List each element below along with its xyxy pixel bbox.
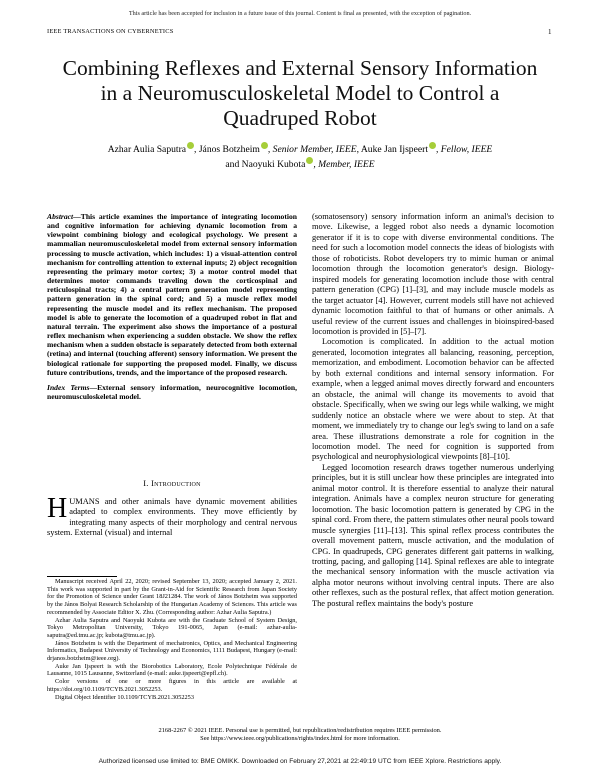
intro-paragraph xyxy=(47,493,297,539)
footnote-color: Color versions of one or more figures in this article are available at https://doi.org/10.1109/TCYB.2021.3052253. xyxy=(47,678,297,693)
copyright-line: 2168-2267 © 2021 IEEE. Personal use is permitted, but republication/redistribution requires IEEE permission. xyxy=(158,727,442,734)
running-head: IEEE TRANSACTIONS ON CYBERNETICS xyxy=(47,28,174,35)
footnote-doi: Digital Object Identifier 10.1109/TCYB.2021.3052253 xyxy=(55,693,194,701)
section-title: Introduction xyxy=(151,479,201,488)
license-note: Authorized licensed use limited to: BME OMIKK. Downloaded on February 27,2021 at 22:49:19 UTC from IEEE Xplore. Restrictions apply. xyxy=(98,758,502,765)
author-role: , Fellow, IEEE xyxy=(435,144,493,155)
intro-smallcaps: UMANS xyxy=(69,497,100,506)
section-heading xyxy=(47,479,297,488)
left-column-top xyxy=(47,212,297,401)
abstract-label: Abstract xyxy=(47,212,74,221)
intro-text: and other animals have dynamic movement abilities adapted to complex environments. They move efficiently by integrating many aspects of their morphology and central nervous system. External (visual) and internal xyxy=(47,497,297,538)
right-column xyxy=(312,212,554,609)
orcid-icon[interactable] xyxy=(261,142,268,149)
author-role: , Member, IEEE xyxy=(313,159,375,170)
body-paragraph: (somatosensory) sensory information inform an animal's decision to move. Likewise, a legged robot also needs a dynamic locomotion generator if it is to cope with diverse environmental conditions. The need for such a locomotion model connects the ideas of biologists with those of roboticists. Robot developers try to mimic human or animal locomotion through the locomotion generator's design. Biology-inspired models for generating locomotion include those with central pattern generation (CPG) [1]–[3], and may include muscle models as the target actuator [4]. However, current models still have not achieved dynamic locomotion faithful to that of humans or other animals. A useful review of the current issues and challenges in bioinspired-based locomotion is provided in [5]–[7]. xyxy=(312,212,554,336)
body-paragraph: Legged locomotion research draws together numerous underlying principles, but it is still unclear how these principles are integrated into animal motor control. It is therefore essential to analyze their natural integration. Animals have a complex neuron structure for generating locomotion. The basic locomotion pattern is generated by CPG in the spinal cord. From there, the pattern stimulates other neural pools toward muscle synergies [11]–[13]. This spinal reflex process contributes the overall movement pattern, muscle activation, and the modulation of CPG. In quadrupeds, CPG generates different gait patterns in walking, trotting, pacing, and galloping [14]. Spinal reflexes are able to integrate the mechanical sensory information with the muscle activation via alpha motor neurons without involving central inputs. There are also other reflexes, such as the postural reflex, that affect motion generation. The postural reflex maintains the body's posture xyxy=(312,462,554,608)
author-name: , Auke Jan Ijspeert xyxy=(356,144,428,155)
abstract-text: —This article examines the importance of integrating locomotion and cognitive information for achieving dynamic locomotion from a viewpoint combining biology and ecological psychology. We present a mammalian neuromusculoskeletal model from external sensory information processing to muscle activation, which includes: 1) a visual-attention control mechanism for controlling attention to external inputs; 2) object recognition representing the primary motor cortex; 3) a motor control model that determines motor commands traveling down the corticospinal and reticulospinal tracts; 4) a central pattern generation model representing pattern generation in the spinal cord; and 5) a muscle reflex model representing the muscle model and its reflex mechanism. The proposed model is able to generate the locomotion of a quadruped robot in flat and natural terrain. The experiment also shows the importance of a postural reflex mechanism when experiencing a sudden obstacle. We show the reflex mechanism when a sudden obstacle is separately detected from both external (retina) and internal (touching afferent) sensory information. We present the biological rationale for supporting the proposed model. Finally, we discuss future contributions, trends, and the importance of the proposed research. xyxy=(47,212,297,377)
author-name: Azhar Aulia Saputra xyxy=(107,144,187,155)
orcid-icon[interactable] xyxy=(429,142,436,149)
copyright-link-line[interactable]: See https://www.ieee.org/publications/rights/index.html for more information. xyxy=(200,735,400,742)
footnote-affiliation: Auke Jan Ijspeert is with the Biorobotics Laboratory, Ecole Polytechnique Fédérale de Lausanne, 1015 Lausanne, Switzerland (e-mail: auke.ijspeert@epfl.ch). xyxy=(47,662,297,678)
abstract xyxy=(47,212,297,377)
acceptance-note: This article has been accepted for inclusion in a future issue of this journal. Content is final as presented, with the exception of pagination. xyxy=(128,10,472,17)
section-number: I. xyxy=(143,479,149,488)
author-role: , Senior Member, IEEE xyxy=(267,144,357,155)
footnote-manuscript: Manuscript received April 22, 2020; revised September 13, 2020; accepted January 2, 2021. This work was supported in part by the Grant-in-Aid for Scientific Research from Japan Society for the Promotion of Science under Grant 18J21284. The work of János Botzheim was supported by the János Bolyai Research Scholarship of the Hungarian Academy of Sciences. This article was recommended by Associate Editor X. Zhu. (Corresponding author: Azhar Aulia Saputra.) xyxy=(47,578,297,616)
body-paragraph: Locomotion is complicated. In addition to the actual motion generated, locomotion integrates all balancing, reasoning, perception, memorization, and embodiment. Locomotion behavior can be affected by both external conditions and internal sensory information. For example, when a legged animal moves directly forward and encounters an obstacle, the animal will change its movements to avoid that obstacle. Specifically, when we swing our legs while walking, we might suddenly notice an obstacle where we were about to step. At that moment, we immediately try to change our leg's swing to land on a safe area. These illustrations demonstrate a role for cognition in the locomotion model. The need for cognition is supported from psychological and neurophysiological viewpoints [8]–[10]. xyxy=(312,337,554,462)
drop-cap: H xyxy=(47,493,68,524)
index-terms xyxy=(47,383,297,401)
footnote-affiliation: Azhar Aulia Saputra and Naoyuki Kubota are with the Graduate School of System Design, Tokyo Metropolitan University, Tokyo 191-0065, Japan (e-mail: azhar-aulia-saputra@ed.tmu.ac.jp; kubota@tmu.ac.jp). xyxy=(47,616,297,639)
author-name: , János Botzheim xyxy=(194,144,260,155)
footnote-rule xyxy=(47,576,117,577)
author-name: and Naoyuki Kubota xyxy=(225,159,306,170)
paper-title: Combining Reflexes and External Sensory Information in a Neuromusculoskeletal Model to Control a Quadruped Robot xyxy=(62,56,538,130)
orcid-icon[interactable] xyxy=(187,142,194,149)
footnotes xyxy=(47,578,297,701)
index-terms-label: Index Terms xyxy=(47,382,90,392)
author-list xyxy=(60,142,540,172)
footnote-affiliation: János Botzheim is with the Department of mechatronics, Optics, and Mechanical Engineering Informatics, Budapest University of Technology and Economics, 1111 Budapest, Hungary (e-mail: drjanos.botzheim@ieee.org). xyxy=(47,639,297,663)
copyright-notice xyxy=(0,727,600,743)
index-terms-text: —External sensory information, neurocognitive locomotion, neuromusculoskeletal model. xyxy=(47,382,297,401)
page-number: 1 xyxy=(548,28,552,36)
